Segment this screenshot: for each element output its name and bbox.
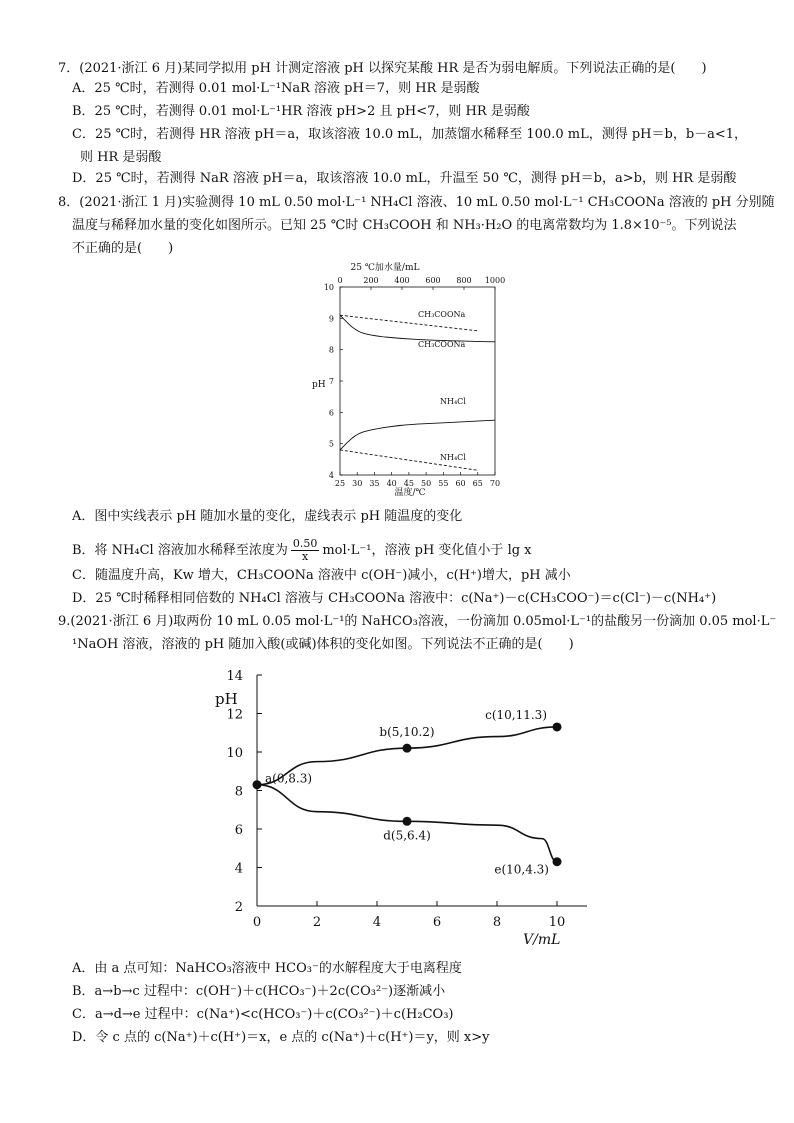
chart1-bottom-tick-label: 60 [455,479,466,488]
chart2-y-tick-label: 2 [234,900,243,915]
chart2-point-c [553,722,562,731]
q8-option-b-part2: mol·L⁻¹，溶液 pH 变化值小于 lg x [322,543,532,558]
fraction-050-over-x [291,538,320,563]
q9-stem-line2: ¹NaOH 溶液，溶液的 pH 随加入酸(或碱)体积的变化如图。下列说法不正确的是( ) [72,637,574,652]
q7-option-c-cont: 则 HR 是弱酸 [80,150,162,165]
chart2-point-b [403,744,412,753]
chart1-series-line-1 [340,315,495,342]
chart2-point-a [253,780,262,789]
chart2-y-tick-label: 8 [234,784,243,800]
chart1-bottom-tick-label: 55 [438,479,449,488]
chart2-point-label-d: d(5,6.4) [383,828,431,843]
chart1-series-label-nh4cl-solid: NH₄Cl [440,397,466,406]
chart2-y-tick-label: 4 [234,861,243,877]
chart1-top-tick-label: 600 [425,276,441,285]
chart1-top-tick-label: 400 [394,276,410,285]
chart1-xlabel: 温度/℃ [394,488,426,498]
chart1-series-label-ch3coona-dashed: CH₃COONa [418,310,466,319]
q8-option-b-part1: B．将 NH₄Cl 溶液加水稀释至浓度为 [72,543,288,558]
chart2-y-tick-label: 12 [226,707,243,723]
chart-ph-vs-volume [205,660,605,955]
q9-stem-line1: 9.(2021·浙江 6 月)取两份 10 mL 0.05 mol·L⁻¹的 NaHCO₃溶液，一份滴加 0.05mol·L⁻¹的盐酸另一份滴加 0.05 mol·L⁻ [58,614,777,629]
chart2-point-label-b: b(5,10.2) [379,725,435,740]
q9-option-d: D．令 c 点的 c(Na⁺)＋c(H⁺)＝x，e 点的 c(Na⁺)＋c(H⁺)＝y，则 x>y [72,1030,490,1045]
chart1-y-tick-label: 9 [328,314,334,324]
chart-ph-temperature-dilution [300,258,520,498]
chart2-x-tick-label: 8 [492,915,502,930]
q7-option-d: D．25 ℃时，若测得 NaR 溶液 pH＝a，取该溶液 10.0 mL，升温至 50 ℃，测得 pH＝b，a>b，则 HR 是弱酸 [72,171,737,186]
q8-option-d: D．25 ℃时稀释相同倍数的 NH₄Cl 溶液与 CH₃COONa 溶液中：c(Na⁺)－c(CH₃COO⁻)＝c(Cl⁻)－c(NH₄⁺) [72,591,717,606]
chart1-y-tick-label: 10 [323,283,334,292]
q9-option-c: C．a→d→e 过程中：c(Na⁺)<c(HCO₃⁻)＋c(CO₃²⁻)＋c(H₂CO₃) [72,1007,454,1022]
chart1-bottom-tick-label: 25 [334,479,346,488]
chart2-x-tick-label: 10 [548,915,566,930]
chart2-y-tick-label: 6 [234,823,243,838]
q7-stem: 7．(2021·浙江 6 月)某同学拟用 pH 计测定溶液 pH 以探究某酸 HR 是否为弱电解质。下列说法正确的是( ) [58,61,707,76]
chart1-bottom-tick-label: 30 [352,479,363,488]
chart1-title: 25 ℃加水量/mL [350,263,420,273]
chart1-ylabel: pH [312,380,326,390]
q8-stem-line1: 8．(2021·浙江 1 月)实验测得 10 mL 0.50 mol·L⁻¹ NH₄Cl 溶液、10 mL 0.50 mol·L⁻¹ CH₃COONa 溶液的 pH 分别随 [58,195,775,210]
chart2-point-label-c: c(10,11.3) [485,707,547,722]
chart2-point-d [403,817,412,826]
chart2-point-label-e: e(10,4.3) [494,862,549,877]
chart2-ylabel: pH [215,690,238,708]
q8-option-c: C．随温度升高，Kw 增大，CH₃COONa 溶液中 c(OH⁻)减小，c(H⁺)增大，pH 减小 [72,568,571,583]
chart1-bottom-tick-label: 50 [421,479,432,488]
chart2-y-tick-label: 14 [226,669,243,684]
chart1-bottom-tick-label: 45 [403,479,414,488]
chart2-xlabel: V/mL [523,932,561,948]
chart1-top-tick-label: 0 [337,276,343,285]
q8-stem-line2: 温度与稀释加水量的变化如图所示。已知 25 ℃时 CH₃COOH 和 NH₃·H₂O 的电离常数均为 1.8×10⁻⁵。下列说法 [72,218,737,233]
chart2-point-e [553,857,562,866]
chart1-series-label-ch3coona-solid: CH₃COONa [418,340,466,349]
fraction-denominator: x [302,550,309,563]
q7-option-c: C．25 ℃时，若测得 HR 溶液 pH＝a，取该溶液 10.0 mL，加蒸馏水稀释至 100.0 mL，测得 pH＝b，b－a<1， [72,127,748,142]
chart1-top-tick-label: 1000 [484,276,506,285]
q9-option-a: A．由 a 点可知：NaHCO₃溶液中 HCO₃⁻的水解程度大于电离程度 [72,961,462,976]
q7-option-b: B．25 ℃时，若测得 0.01 mol·L⁻¹HR 溶液 pH>2 且 pH<7，则 HR 是弱酸 [72,104,530,119]
chart1-bottom-tick-label: 40 [386,479,397,488]
chart1-y-tick-label: 4 [328,471,334,480]
chart2-x-tick-label: 2 [312,915,322,930]
chart2-x-tick-label: 6 [432,915,442,930]
chart1-series-label-nh4cl-dashed: NH₄Cl [440,453,466,462]
chart1-series-line-2 [340,420,495,450]
q9-option-b: B．a→b→c 过程中：c(OH⁻)＋c(HCO₃⁻)＋2c(CO₃²⁻)逐渐减小 [72,984,446,999]
q8-option-a: A．图中实线表示 pH 随加水量的变化，虚线表示 pH 随温度的变化 [72,509,463,524]
chart1-y-tick-label: 6 [328,408,334,418]
chart2-point-label-a: a(0,8.3) [265,771,313,786]
q7-option-a: A．25 ℃时，若测得 0.01 mol·L⁻¹NaR 溶液 pH＝7，则 HR 是弱酸 [72,81,480,96]
chart1-bottom-tick-label: 35 [369,479,380,488]
q8-option-b [72,538,532,563]
q8-stem-line3: 不正确的是( ) [72,241,174,256]
chart1-y-tick-label: 7 [328,377,334,386]
chart1-top-tick-label: 800 [456,276,472,285]
chart1-bottom-tick-label: 65 [472,479,483,488]
chart2-x-tick-label: 0 [252,915,262,930]
chart2-x-tick-label: 4 [372,915,382,930]
chart1-y-tick-label: 5 [328,439,334,449]
chart2-y-tick-label: 10 [226,746,243,761]
chart1-y-tick-label: 8 [328,345,334,355]
chart1-top-tick-label: 200 [363,276,379,285]
fraction-numerator: 0.50 [292,537,318,550]
chart1-bottom-tick-label: 70 [489,479,501,488]
